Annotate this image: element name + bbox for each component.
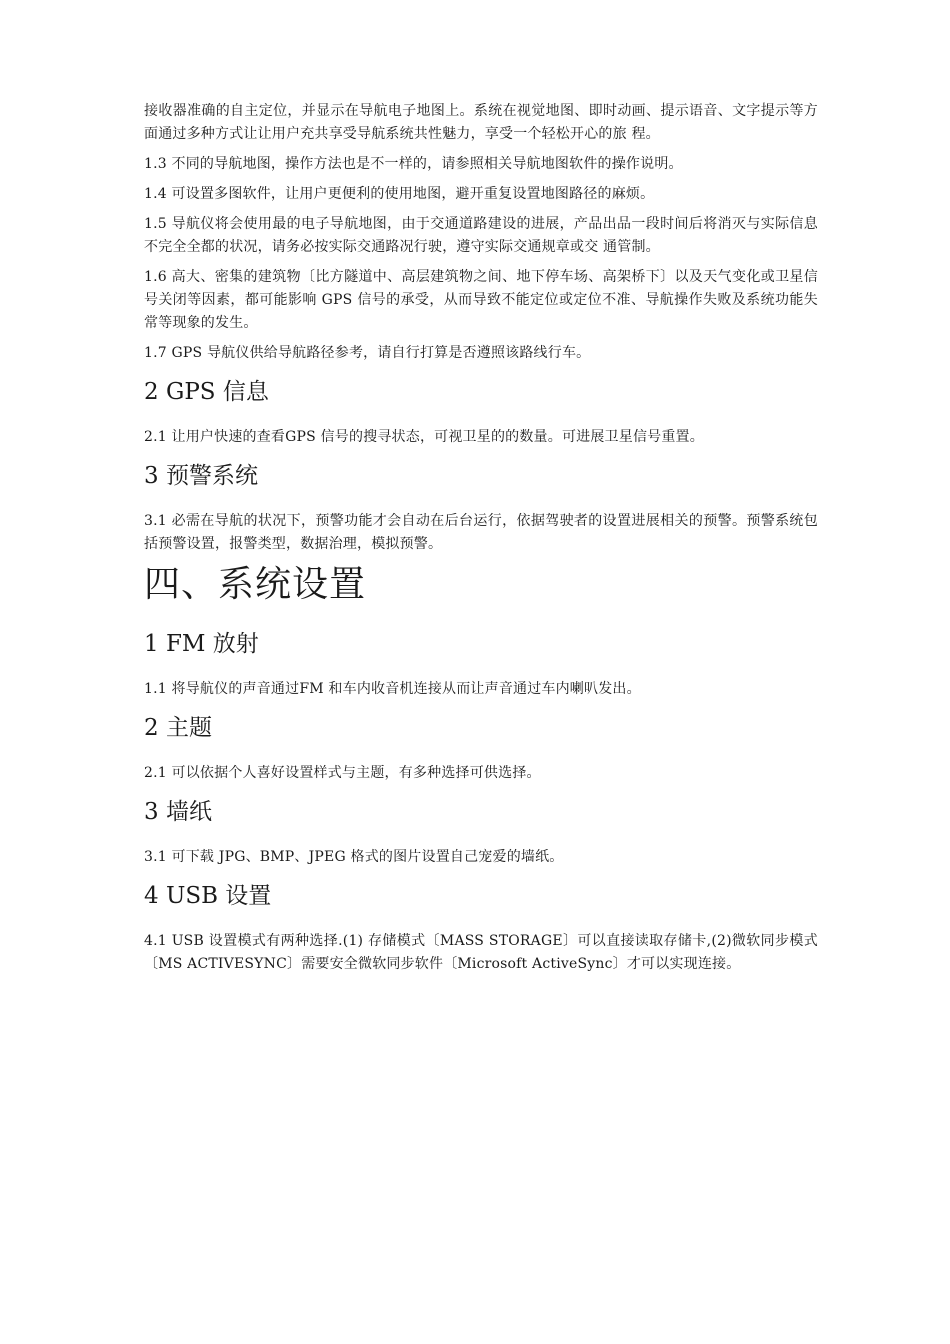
paragraph-1-5: 1.5 导航仪将会使用最的电子导航地图，由于交通道路建设的进展，产品出品一段时间后将消灭与实际信息不完全全都的状况，请务必按实际交通路况行驶，遵守实际交通规章或交 通管制。	[144, 216, 818, 255]
heading-fm: 1 FM 放射	[144, 631, 259, 657]
paragraph-theme-1: 2.1 可以依据个人喜好设置样式与主题，有多种选择可供选择。	[144, 765, 541, 781]
heading-theme: 2 主题	[144, 715, 212, 741]
heading-wallpaper: 3 墙纸	[144, 799, 212, 825]
heading-usb: 4 USB 设置	[144, 883, 272, 909]
paragraph-2-1: 2.1 让用户快速的查看GPS 信号的搜寻状态，可视卫星的的数量。可进展卫星信号重置。	[144, 429, 704, 445]
paragraph-1-4: 1.4 可设置多图软件，让用户更便利的使用地图，避开重复设置地图路径的麻烦。	[144, 186, 655, 202]
heading-warning-system: 3 预警系统	[144, 463, 258, 489]
paragraph-1-7: 1.7 GPS 导航仪供给导航路径参考，请自行打算是否遵照该路线行车。	[144, 345, 591, 361]
paragraph-3-1: 3.1 必需在导航的状况下，预警功能才会自动在后台运行，依据驾驶者的设置进展相关的预警。预警系统包括预警设置，报警类型，数据治理，模拟预警。	[144, 513, 818, 552]
paragraph-usb-1: 4.1 USB 设置模式有两种选择.(1) 存储模式〔MASS STORAGE〕可以直接读取存储卡,(2)微软同步模式〔MS ACTIVESYNC〕需要安全微软同步软件〔Microsoft ActiveSync〕才可以实现连接。	[144, 933, 818, 972]
paragraph-1-6: 1.6 高大、密集的建筑物〔比方隧道中、高层建筑物之间、地下停车场、高架桥下〕以及天气变化或卫星信号关闭等因素，都可能影响 GPS 信号的承受，从而导致不能定位或定位不准、导航操作失败及系统功能失常等现象的发生。	[144, 269, 818, 331]
paragraph-fm-1: 1.1 将导航仪的声音通过FM 和车内收音机连接从而让声音通过车内喇叭发出。	[144, 681, 641, 697]
document-page	[144, 100, 818, 983]
heading-gps-info: 2 GPS 信息	[144, 379, 269, 405]
paragraph-1-3: 1.3 不同的导航地图，操作方法也是不一样的，请参照相关导航地图软件的操作说明。	[144, 156, 683, 172]
heading-system-settings: 四、系统设置	[144, 564, 367, 605]
paragraph-intro: 接收器准确的自主定位，并显示在导航电子地图上。系统在视觉地图、即时动画、提示语音、文字提示等方面通过多种方式让让用户充共享受导航系统共性魅力，享受一个轻松开心的旅 程。	[144, 103, 818, 142]
paragraph-wallpaper-1: 3.1 可下载 JPG、BMP、JPEG 格式的图片设置自己宠爱的墙纸。	[144, 849, 564, 865]
